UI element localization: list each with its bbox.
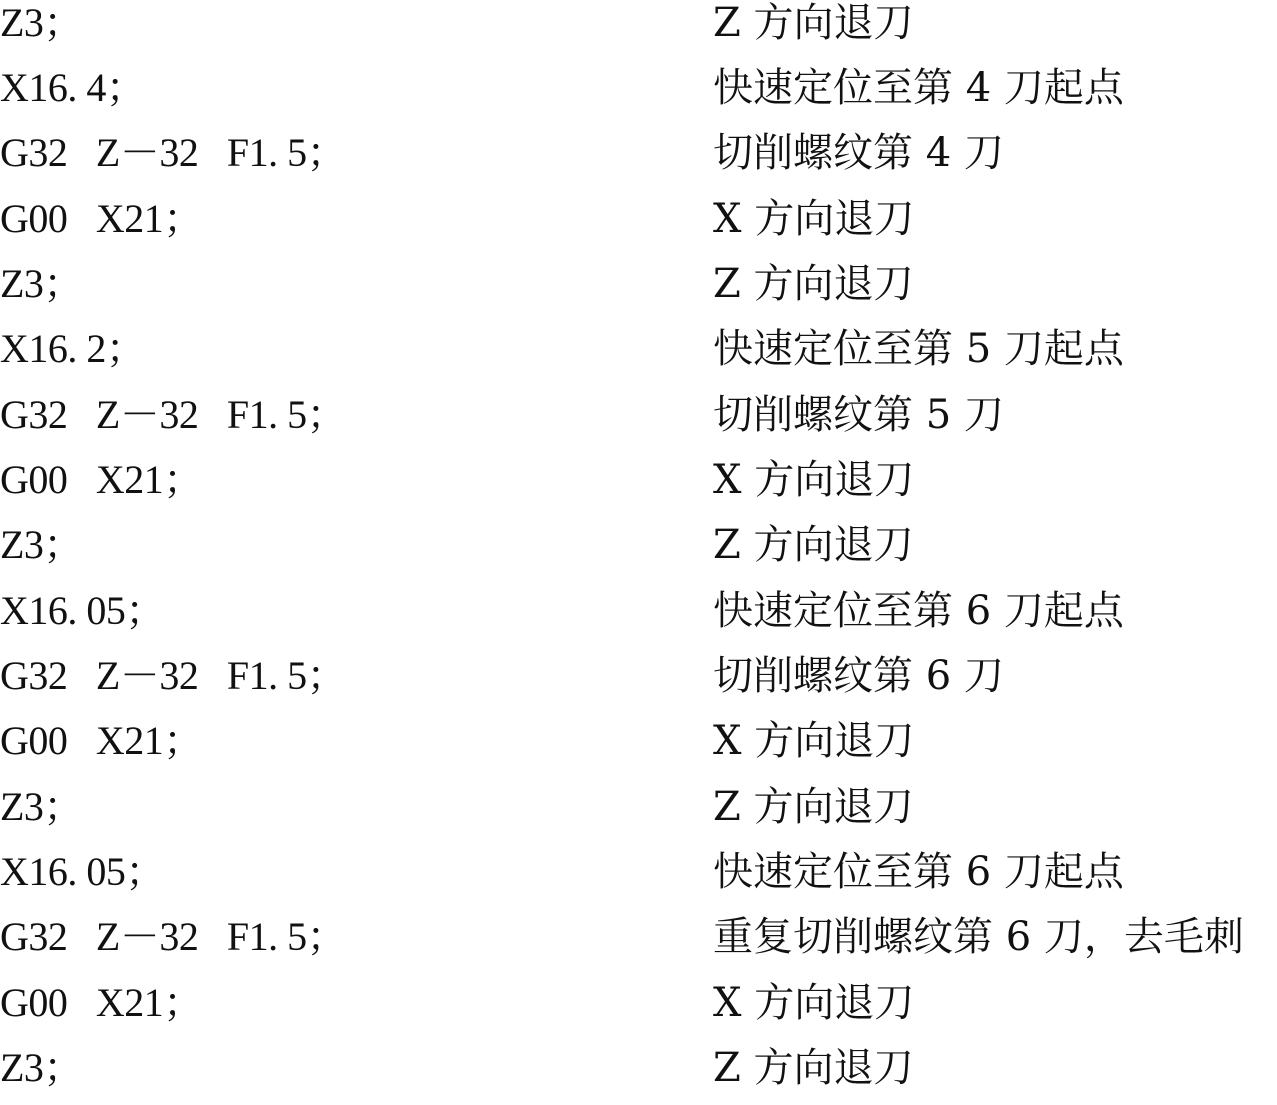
gcode-text: G00 X21； xyxy=(0,980,203,1025)
comment-text: Z 方向退刀 xyxy=(713,522,914,568)
gcode-text: Z3； xyxy=(0,1045,83,1090)
program-line xyxy=(0,457,1277,517)
program-line xyxy=(0,784,1277,844)
comment-text: Z 方向退刀 xyxy=(713,1045,914,1091)
gcode-text: G00 X21； xyxy=(0,196,203,241)
program-line xyxy=(0,849,1277,909)
comment-text: X 方向退刀 xyxy=(713,196,915,242)
program-line xyxy=(0,914,1277,974)
program-line xyxy=(0,588,1277,648)
comment-text: 切削螺纹第 5 刀 xyxy=(713,392,1004,438)
gcode-text: Z3； xyxy=(0,522,83,567)
program-line xyxy=(0,326,1277,386)
gcode-text: X16. 2； xyxy=(0,326,146,371)
gcode-text: X16. 05； xyxy=(0,588,165,633)
comment-text: 快速定位至第 6 刀起点 xyxy=(713,588,1124,634)
program-line xyxy=(0,522,1277,582)
gcode-text: G00 X21； xyxy=(0,718,203,763)
comment-text: X 方向退刀 xyxy=(713,718,915,764)
comment-text: 快速定位至第 6 刀起点 xyxy=(713,849,1124,895)
gcode-text: G32 Z－32 F1. 5； xyxy=(0,914,347,959)
program-line xyxy=(0,653,1277,713)
comment-text: X 方向退刀 xyxy=(713,457,915,503)
gcode-text: X16. 4； xyxy=(0,65,146,110)
program-line xyxy=(0,261,1277,321)
comment-text: 切削螺纹第 4 刀 xyxy=(713,130,1004,176)
program-line xyxy=(0,392,1277,452)
gcode-text: Z3； xyxy=(0,784,83,829)
gcode-text: G32 Z－32 F1. 5； xyxy=(0,130,347,175)
program-line xyxy=(0,196,1277,256)
program-line xyxy=(0,1045,1277,1105)
program-line xyxy=(0,130,1277,190)
program-line xyxy=(0,65,1277,125)
program-line xyxy=(0,980,1277,1040)
comment-text: 快速定位至第 5 刀起点 xyxy=(713,326,1124,372)
program-line xyxy=(0,718,1277,778)
gcode-text: Z3； xyxy=(0,261,83,306)
gcode-text: G00 X21； xyxy=(0,457,203,502)
gcode-text: G32 Z－32 F1. 5； xyxy=(0,653,347,698)
gcode-text: G32 Z－32 F1. 5； xyxy=(0,392,347,437)
comment-text: Z 方向退刀 xyxy=(713,261,914,307)
gcode-text: Z3； xyxy=(0,0,83,45)
comment-text: Z 方向退刀 xyxy=(713,784,914,830)
comment-text: X 方向退刀 xyxy=(713,980,915,1026)
program-line xyxy=(0,0,1277,60)
comment-text: 快速定位至第 4 刀起点 xyxy=(713,65,1124,111)
comment-text: Z 方向退刀 xyxy=(713,0,914,46)
comment-text: 切削螺纹第 6 刀 xyxy=(713,653,1004,699)
gcode-text: X16. 05； xyxy=(0,849,165,894)
comment-text: 重复切削螺纹第 6 刀，去毛刺 xyxy=(713,914,1244,960)
